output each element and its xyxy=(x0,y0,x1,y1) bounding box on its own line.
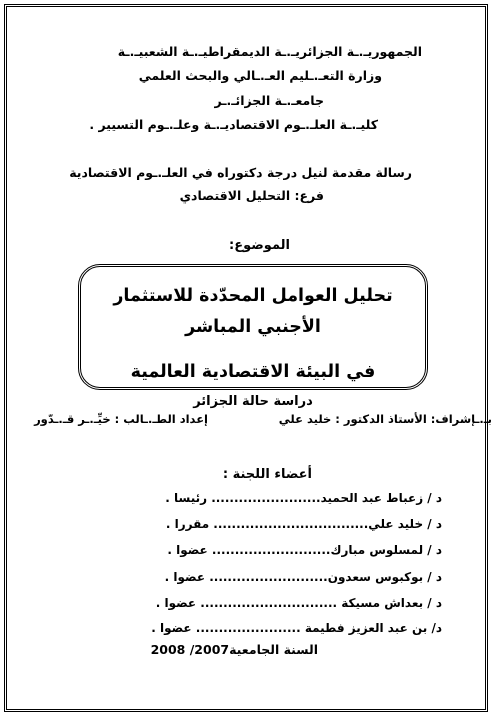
thesis-statement: رسالة مقدمة لنيل درجة دكتوراه في العلـ.ـوم الاقتصادية xyxy=(69,165,412,180)
committee-member: د / لمسلوس مبارك.......................... عضوا . xyxy=(167,543,442,557)
header-republic: الجمهوريـ.ـة الجزائريـ.ـة الديمقراطيـ.ـة الشعبيـ.ـة xyxy=(117,44,422,59)
header-faculty: كليـ.ـة العلـ.ـوم الاقتصاديـ.ـة وعلـ.ـوم التسيير . xyxy=(89,117,378,132)
committee-member: د / بعداش مسيكة .............................. عضوا . xyxy=(155,596,442,610)
committee-member: د / زعباط عبد الحميد........................ رئيسا . xyxy=(165,491,442,505)
topic-title-line2: في البيئة الاقتصادية العالمية xyxy=(130,362,376,382)
committee-title: أعضاء اللجنة : xyxy=(222,467,312,482)
header-university: جامعـ.ـة الجزائـ.ـر xyxy=(214,93,324,108)
prepared-by-line: إعداد الطـ.ـالب : خيِّـ.ـر قـ.ـدّور xyxy=(34,412,208,426)
supervisor-line: بـ.ـإشراف: الأستاذ الدكتور : خليد علي xyxy=(278,412,492,426)
subject-label: الموضوع: xyxy=(229,238,290,253)
topic-box xyxy=(78,264,428,409)
committee-member: د/ بن عبد العزيز فطيمة ....................... عضوا . xyxy=(151,621,442,635)
committee-member: د / خليد علي.................................. مقررا . xyxy=(165,517,442,531)
thesis-branch: فرع: التحليل الاقتصادي xyxy=(179,188,324,203)
topic-title-line1: تحليل العوامل المحدّدة للاستثمار الأجنبي المباشر xyxy=(113,286,393,337)
topic-case-study: دراسة حالة الجزائر xyxy=(193,394,313,409)
committee-member: د / بوكبوس سعدون.......................... عضوا . xyxy=(164,570,442,584)
academic-year: السنة الجامعية2007/ 2008 xyxy=(150,642,318,657)
header-ministry: وزارة التعـ.ـليم العـ.ـالي والبحث العلمي xyxy=(138,68,382,83)
